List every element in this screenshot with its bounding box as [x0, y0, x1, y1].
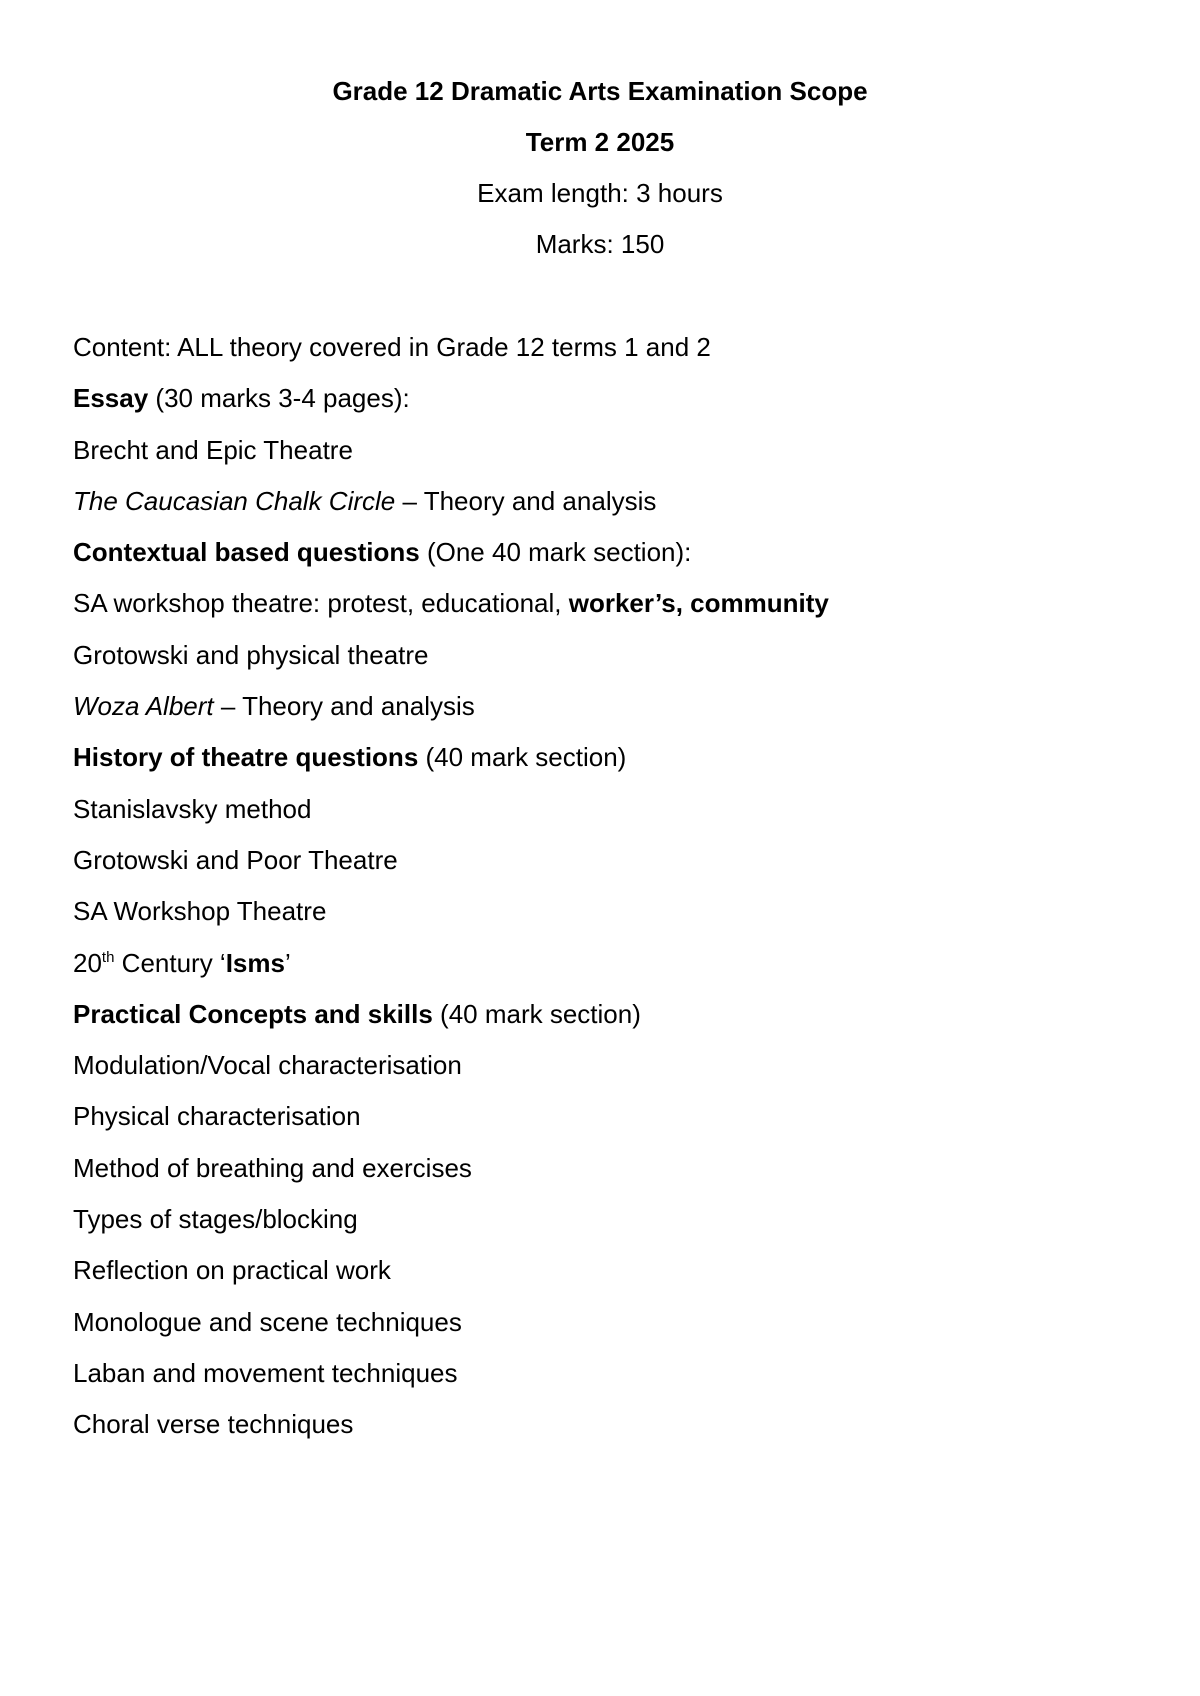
century-end: ’: [284, 947, 291, 978]
total-marks: Marks: 150: [535, 229, 665, 259]
history-item: SA Workshop Theatre: [73, 896, 327, 927]
essay-section-heading: [73, 373, 1153, 424]
practical-detail: (40 mark section): [432, 998, 641, 1029]
essay-play-item: [73, 476, 1153, 527]
exam-length: Exam length: 3 hours: [477, 178, 723, 208]
contextual-play-rest: – Theory and analysis: [213, 691, 475, 722]
practical-heading: Practical Concepts and skills: [73, 998, 433, 1029]
essay-play-rest: – Theory and analysis: [395, 485, 657, 516]
essay-detail: (30 marks 3-4 pages):: [148, 383, 410, 414]
contextual-heading: Contextual based questions: [73, 537, 420, 568]
practical-item: Reflection on practical work: [73, 1255, 391, 1286]
contextual-play-item: [73, 681, 1153, 732]
history-detail: (40 mark section): [418, 742, 627, 773]
practical-item: Monologue and scene techniques: [73, 1306, 462, 1337]
contextual-item-sa-workshop: [73, 578, 1153, 629]
practical-section-heading: [73, 989, 1153, 1040]
history-item-century: [73, 938, 1153, 989]
century-number: 20: [73, 947, 102, 978]
document-title: Grade 12 Dramatic Arts Examination Scope: [332, 76, 868, 106]
history-item: Grotowski and Poor Theatre: [73, 844, 398, 875]
history-section-heading: [73, 732, 1153, 783]
document-body: [73, 322, 1153, 1451]
century-rest: Century ‘: [114, 947, 226, 978]
practical-item: Physical characterisation: [73, 1101, 361, 1132]
practical-item: Method of breathing and exercises: [73, 1152, 472, 1183]
sa-workshop-text: SA workshop theatre: protest, educational,: [73, 588, 569, 619]
practical-item: Types of stages/blocking: [73, 1204, 358, 1235]
history-item: Stanislavsky method: [73, 793, 312, 824]
essay-play-title: The Caucasian Chalk Circle: [73, 485, 396, 516]
century-isms: Isms: [225, 947, 285, 978]
contextual-detail: (One 40 mark section):: [419, 537, 692, 568]
content-intro: Content: ALL theory covered in Grade 12 terms 1 and 2: [73, 332, 711, 362]
sa-workshop-bold: worker’s, community: [568, 588, 829, 619]
contextual-section-heading: [73, 527, 1153, 578]
practical-item: Choral verse techniques: [73, 1409, 354, 1440]
practical-item: Modulation/Vocal characterisation: [73, 1050, 462, 1081]
practical-item: Laban and movement techniques: [73, 1357, 458, 1388]
century-suffix: th: [101, 948, 115, 966]
contextual-item-grotowski: Grotowski and physical theatre: [73, 639, 429, 670]
term-label: Term 2 2025: [525, 127, 675, 157]
contextual-play-title: Woza Albert: [73, 691, 214, 722]
essay-item: Brecht and Epic Theatre: [73, 434, 353, 465]
document-header: [0, 66, 1200, 270]
essay-heading: Essay: [73, 383, 149, 414]
history-heading: History of theatre questions: [73, 742, 419, 773]
